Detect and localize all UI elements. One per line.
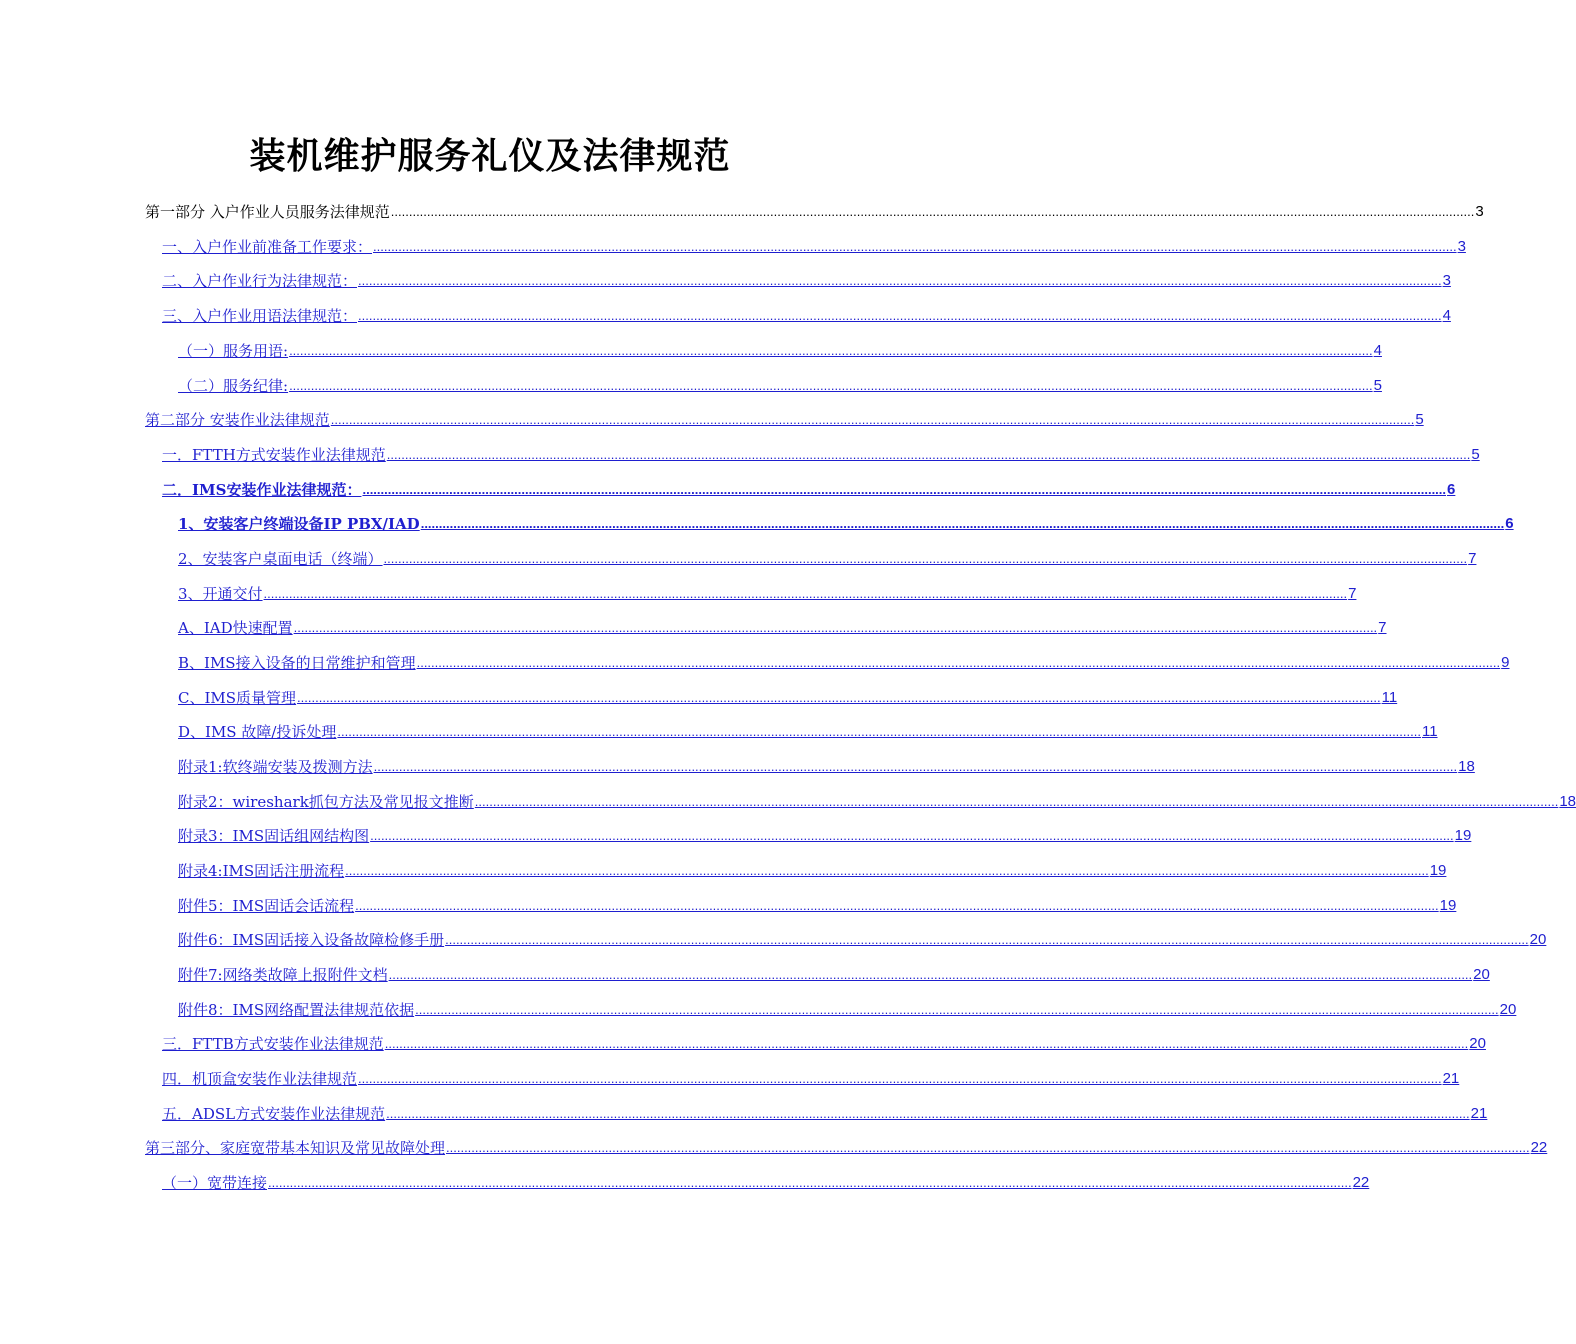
toc-entry[interactable] bbox=[178, 785, 1576, 811]
toc-entry[interactable] bbox=[178, 750, 1475, 776]
toc-entry[interactable] bbox=[178, 646, 1510, 672]
toc-page-number: 20 bbox=[1499, 1001, 1517, 1018]
toc-page-number: 6 bbox=[1447, 481, 1456, 498]
toc-entry-text: （一）服务用语: bbox=[178, 342, 289, 360]
toc-entry[interactable] bbox=[162, 230, 1466, 256]
toc-entry[interactable] bbox=[178, 577, 1357, 603]
toc-leader-dots: ............................................................................................................................................................................................................................................................................................................ bbox=[337, 724, 1421, 739]
toc-entry-text: 一．FTTH方式安装作业法律规范 bbox=[162, 446, 386, 464]
toc-entry-text: 附录3：IMS固话组网结构图 bbox=[178, 827, 370, 845]
toc-page-number: 7 bbox=[1378, 619, 1387, 636]
toc-leader-dots: ............................................................................................................................................................................................................................................................................................................ bbox=[474, 794, 1559, 809]
toc-entry[interactable] bbox=[178, 611, 1387, 637]
toc-entry[interactable] bbox=[178, 334, 1382, 360]
toc-entry[interactable] bbox=[162, 299, 1451, 325]
toc-entry[interactable] bbox=[178, 819, 1472, 845]
toc-leader-dots: ............................................................................................................................................................................................................................................................................................................ bbox=[390, 204, 1475, 219]
toc-leader-dots: ............................................................................................................................................................................................................................................................................................................ bbox=[446, 1140, 1530, 1155]
toc-page-number: 19 bbox=[1429, 862, 1447, 879]
toc-entry-part2[interactable] bbox=[145, 403, 1424, 429]
toc-page-number: 5 bbox=[1415, 411, 1424, 428]
toc-leader-dots: ............................................................................................................................................................................................................................................................................................................ bbox=[383, 551, 1468, 566]
toc-entry-text: （二）服务纪律: bbox=[178, 377, 289, 395]
toc-leader-dots: ............................................................................................................................................................................................................................................................................................................ bbox=[386, 1106, 1470, 1121]
toc-entry-text: 附件8：IMS网络配置法律规范依据 bbox=[178, 1001, 415, 1019]
toc-leader-dots: ............................................................................................................................................................................................................................................................................................................ bbox=[373, 759, 1458, 774]
toc-page-number: 6 bbox=[1505, 515, 1514, 532]
toc-leader-dots: ............................................................................................................................................................................................................................................................................................................ bbox=[289, 343, 1373, 358]
toc-leader-dots: ............................................................................................................................................................................................................................................................................................................ bbox=[358, 273, 1442, 288]
toc-entry-text: D、IMS 故障/投诉处理 bbox=[178, 723, 337, 741]
toc-leader-dots: ............................................................................................................................................................................................................................................................................................................ bbox=[362, 482, 1447, 497]
toc-page-number: 18 bbox=[1559, 793, 1576, 810]
toc-entry-text: 2、安装客户桌面电话（终端） bbox=[178, 550, 383, 568]
toc-entry-text: 附件5：IMS固话会话流程 bbox=[178, 897, 355, 915]
toc-leader-dots: ............................................................................................................................................................................................................................................................................................................ bbox=[330, 412, 1415, 427]
toc-entry[interactable] bbox=[178, 681, 1398, 707]
toc-entry[interactable] bbox=[162, 1027, 1486, 1053]
toc-entry-text: 附录2：wireshark抓包方法及常见报文推断 bbox=[178, 793, 474, 811]
toc-entry-text: 附件7:网络类故障上报附件文档 bbox=[178, 966, 388, 984]
toc-page-number: 11 bbox=[1421, 723, 1438, 740]
toc-entry[interactable] bbox=[178, 854, 1447, 880]
toc-leader-dots: ............................................................................................................................................................................................................................................................................................................ bbox=[263, 586, 1348, 601]
toc-entry-text: 三、入户作业用语法律规范： bbox=[162, 307, 358, 325]
toc-entry-text: 第三部分、家庭宽带基本知识及常见故障处理 bbox=[145, 1139, 446, 1157]
toc-leader-dots: ............................................................................................................................................................................................................................................................................................................ bbox=[358, 308, 1442, 323]
toc-leader-dots: ............................................................................................................................................................................................................................................................................................................ bbox=[384, 1036, 1469, 1051]
toc-entry[interactable] bbox=[162, 264, 1451, 290]
toc-entry[interactable] bbox=[178, 958, 1490, 984]
toc-leader-dots: ............................................................................................................................................................................................................................................................................................................ bbox=[358, 1071, 1442, 1086]
toc-entry-text: 附录1:软终端安装及拨测方法 bbox=[178, 758, 373, 776]
toc-page-number: 3 bbox=[1475, 203, 1484, 220]
toc-page-number: 5 bbox=[1373, 377, 1382, 394]
toc-page-number: 3 bbox=[1442, 272, 1451, 289]
toc-page-number: 20 bbox=[1529, 931, 1547, 948]
toc-leader-dots: ............................................................................................................................................................................................................................................................................................................ bbox=[293, 620, 1378, 635]
toc-leader-dots: ............................................................................................................................................................................................................................................................................................................ bbox=[388, 967, 1473, 982]
toc-entry[interactable] bbox=[178, 369, 1382, 395]
toc-page-number: 21 bbox=[1442, 1070, 1460, 1087]
toc-entry[interactable] bbox=[178, 923, 1547, 949]
toc-page-number: 5 bbox=[1471, 446, 1480, 463]
toc-leader-dots: ............................................................................................................................................................................................................................................................................................................ bbox=[370, 828, 1454, 843]
toc-leader-dots: ............................................................................................................................................................................................................................................................................................................ bbox=[268, 1175, 1352, 1190]
toc-entry-text: 二、入户作业行为法律规范： bbox=[162, 272, 358, 290]
toc-entry[interactable] bbox=[162, 473, 1456, 499]
toc-entry[interactable] bbox=[178, 993, 1517, 1019]
toc-entry-text: 附录4:IMS固话注册流程 bbox=[178, 862, 345, 880]
toc-page-number: 20 bbox=[1469, 1035, 1486, 1052]
toc-page-number: 3 bbox=[1457, 238, 1466, 255]
toc-leader-dots: ............................................................................................................................................................................................................................................................................................................ bbox=[445, 932, 1529, 947]
toc-page-number: 11 bbox=[1381, 689, 1398, 706]
toc-leader-dots: ............................................................................................................................................................................................................................................................................................................ bbox=[297, 690, 1381, 705]
toc-entry[interactable] bbox=[178, 542, 1477, 568]
toc-leader-dots: ............................................................................................................................................................................................................................................................................................................ bbox=[415, 1002, 1499, 1017]
toc-page-number: 9 bbox=[1501, 654, 1510, 671]
toc-leader-dots: ............................................................................................................................................................................................................................................................................................................ bbox=[420, 516, 1505, 531]
toc-page-number: 21 bbox=[1470, 1105, 1488, 1122]
toc-entry-text: 第一部分 入户作业人员服务法律规范 bbox=[145, 203, 390, 221]
toc-leader-dots: ............................................................................................................................................................................................................................................................................................................ bbox=[289, 378, 1373, 393]
toc-page-number: 18 bbox=[1458, 758, 1475, 775]
toc-page-number: 4 bbox=[1373, 342, 1382, 359]
toc-entry-text: 1、安装客户终端设备IP PBX/IAD bbox=[178, 515, 420, 533]
toc-entry[interactable] bbox=[162, 1097, 1488, 1123]
toc-leader-dots: ............................................................................................................................................................................................................................................................................................................ bbox=[345, 863, 1429, 878]
toc-entry-part1[interactable] bbox=[145, 195, 1484, 221]
toc-entry-text: （一）宽带连接 bbox=[162, 1174, 268, 1192]
toc-entry-text: C、IMS质量管理 bbox=[178, 689, 297, 707]
document-title: 装机维护服务礼仪及法律规范 bbox=[249, 136, 731, 177]
toc-entry-text: A、IAD快速配置 bbox=[178, 619, 293, 637]
toc-entry-text: 附件6：IMS固话接入设备故障检修手册 bbox=[178, 931, 445, 949]
toc-entry[interactable] bbox=[162, 1166, 1370, 1192]
toc-entry-text: 四．机顶盒安装作业法律规范 bbox=[162, 1070, 358, 1088]
toc-entry-text: 第二部分 安装作业法律规范 bbox=[145, 411, 330, 429]
toc-leader-dots: ............................................................................................................................................................................................................................................................................................................ bbox=[386, 447, 1471, 462]
toc-page-number: 19 bbox=[1439, 897, 1457, 914]
toc-entry-part3[interactable] bbox=[145, 1131, 1548, 1157]
toc-page-number: 7 bbox=[1348, 585, 1357, 602]
toc-entry-text: 三．FTTB方式安装作业法律规范 bbox=[162, 1035, 384, 1053]
toc-entry[interactable] bbox=[178, 507, 1514, 533]
toc-entry[interactable] bbox=[178, 889, 1457, 915]
toc-entry-text: 五．ADSL方式安装作业法律规范 bbox=[162, 1105, 386, 1123]
toc-leader-dots: ............................................................................................................................................................................................................................................................................................................ bbox=[373, 239, 1457, 254]
toc-entry-text: 二．IMS安装作业法律规范： bbox=[162, 481, 362, 499]
toc-entry[interactable] bbox=[178, 715, 1438, 741]
toc-page-number: 20 bbox=[1473, 966, 1490, 983]
toc-entry-text: 一、入户作业前准备工作要求： bbox=[162, 238, 373, 256]
toc-page-number: 19 bbox=[1454, 827, 1472, 844]
toc-leader-dots: ............................................................................................................................................................................................................................................................................................................ bbox=[416, 655, 1501, 670]
toc-page-number: 7 bbox=[1468, 550, 1477, 567]
toc-entry[interactable] bbox=[162, 438, 1480, 464]
toc-page-number: 22 bbox=[1530, 1139, 1548, 1156]
toc-entry-text: 3、开通交付 bbox=[178, 585, 263, 603]
toc-entry[interactable] bbox=[162, 1062, 1460, 1088]
toc-leader-dots: ............................................................................................................................................................................................................................................................................................................ bbox=[355, 898, 1439, 913]
toc-page-number: 4 bbox=[1442, 307, 1451, 324]
toc-page-number: 22 bbox=[1352, 1174, 1370, 1191]
toc-entry-text: B、IMS接入设备的日常维护和管理 bbox=[178, 654, 416, 672]
